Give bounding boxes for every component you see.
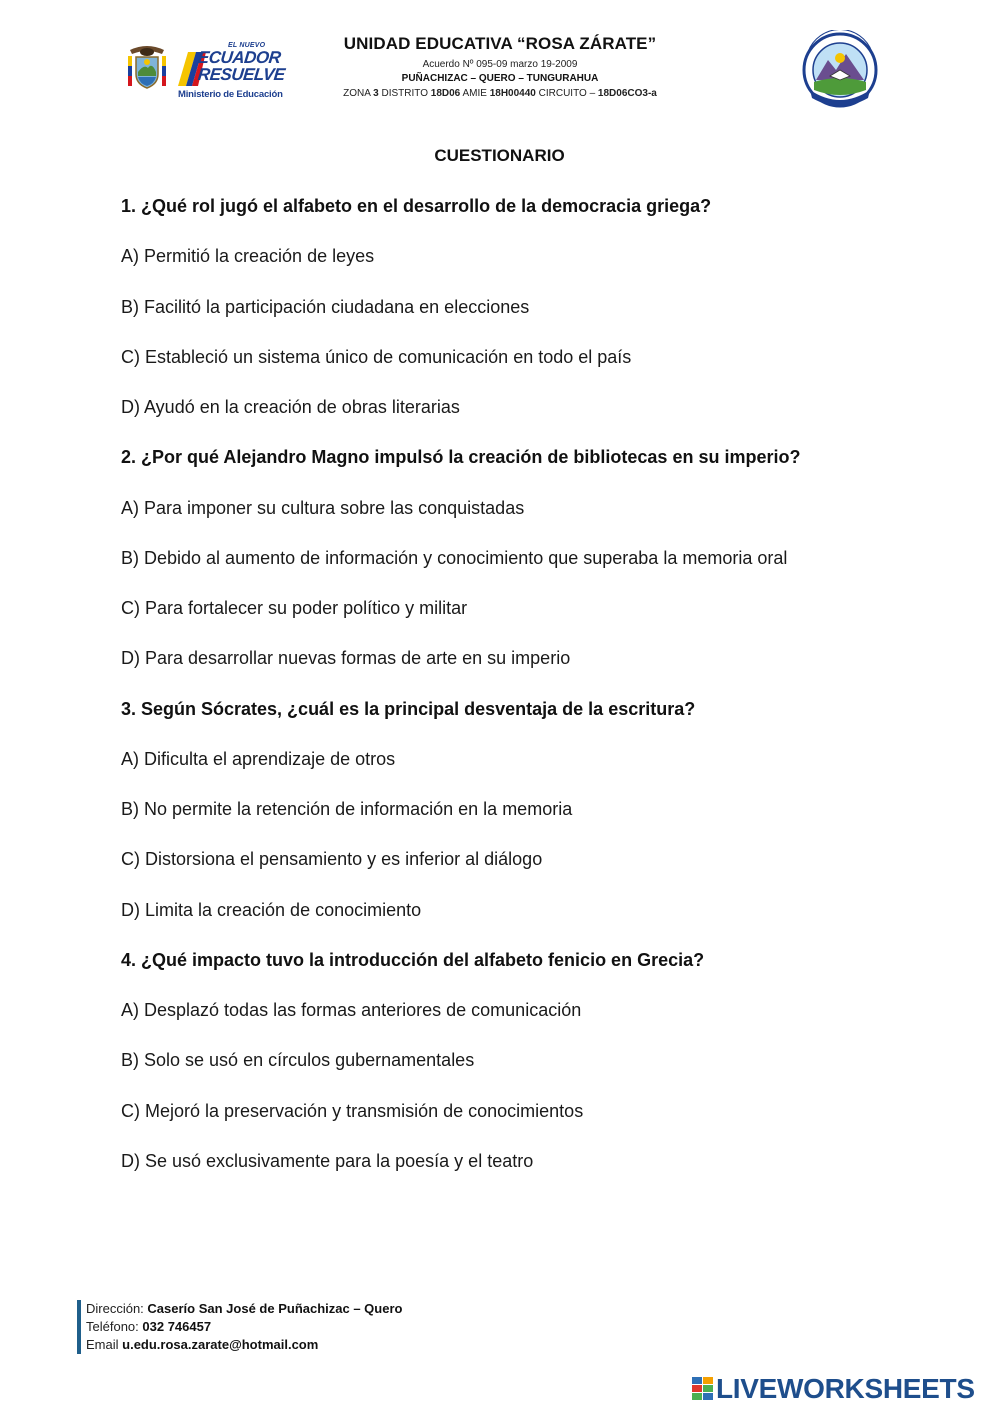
amie-value: 18H00440 (489, 88, 536, 99)
question-3-option-c: C) Distorsiona el pensamiento y es inferior al diálogo (121, 849, 543, 870)
zone-value: 3 (373, 88, 379, 99)
district-label: DISTRITO (381, 88, 428, 99)
contact-footer (77, 1300, 402, 1354)
question-1-option-c: C) Estableció un sistema único de comunicación en todo el país (121, 346, 632, 367)
footer-phone (86, 1318, 402, 1336)
location-line: PUÑACHIZAC – QUERO – TUNGURAHUA (401, 73, 599, 84)
circuit-label: CIRCUITO – (538, 88, 596, 99)
liveworksheets-watermark[interactable] (692, 1374, 992, 1404)
circuit-value: 18D06CO3-a (597, 88, 657, 99)
phone-label: Teléfono: (86, 1319, 139, 1334)
question-4-option-c: C) Mejoró la preservación y transmisión de conocimientos (121, 1100, 584, 1121)
question-2-option-d: D) Para desarrollar nuevas formas de arte en su imperio (121, 648, 571, 669)
email-label: Email (86, 1337, 119, 1352)
question-1-option-b: B) Facilitó la participación ciudadana en elecciones (121, 296, 530, 317)
ministry-of-education-logo (176, 42, 288, 102)
footer-address (86, 1300, 402, 1318)
address-value: Caserío San José de Puñachizac – Quero (147, 1301, 403, 1316)
ministry-brand-line2: RESUELVE (197, 65, 286, 84)
question-block-2 (121, 445, 921, 696)
question-2: 2. ¿Por qué Alejandro Magno impulsó la creación de bibliotecas en su imperio? (121, 447, 801, 468)
document-header (0, 0, 999, 125)
ministry-name: Ministerio de Educación (178, 89, 283, 100)
school-name: UNIDAD EDUCATIVA “ROSA ZÁRATE” (343, 34, 657, 53)
ministry-brand-top: EL NUEVO (228, 42, 266, 49)
question-2-option-c: C) Para fortalecer su poder político y militar (121, 598, 468, 618)
email-value[interactable]: u.edu.rosa.zarate@hotmail.com (122, 1337, 319, 1352)
question-4: 4. ¿Qué impacto tuvo la introducción del alfabeto fenicio en Grecia? (121, 949, 705, 970)
school-info (300, 34, 700, 99)
question-4-option-a: A) Desplazó todas las formas anteriores de comunicación (121, 1000, 582, 1020)
ecuador-coat-of-arms-icon (126, 44, 168, 90)
zone-label: ZONA (343, 88, 371, 99)
questionnaire (121, 194, 921, 1199)
amie-label: AMIE (462, 88, 487, 99)
question-3-option-d: D) Limita la creación de conocimiento (121, 899, 422, 920)
school-seal-icon (800, 30, 880, 116)
agreement-line: Acuerdo Nº 095-09 marzo 19-2009 (422, 59, 578, 70)
question-1: 1. ¿Qué rol jugó el alfabeto en el desarrollo de la democracia griega? (121, 196, 712, 216)
question-3-option-a: A) Dificulta el aprendizaje de otros (121, 748, 396, 769)
district-value: 18D06 (430, 88, 461, 99)
liveworksheets-text: LIVEWORKSHEETS (716, 1373, 975, 1404)
ministry-brand-line1: ECUADOR (197, 48, 282, 67)
question-3-option-b: B) No permite la retención de información en la memoria (121, 799, 573, 819)
question-4-option-b: B) Solo se usó en círculos gubernamentales (121, 1050, 475, 1071)
question-2-option-b: B) Debido al aumento de información y conocimiento que superaba la memoria oral (121, 547, 788, 568)
page-title: CUESTIONARIO (434, 146, 565, 165)
question-3: 3. Según Sócrates, ¿cuál es la principal desventaja de la escritura? (121, 698, 696, 719)
question-1-option-a: A) Permitió la creación de leyes (121, 246, 375, 267)
liveworksheets-cubes-icon (692, 1377, 714, 1401)
phone-value: 032 746457 (142, 1319, 212, 1334)
question-1-option-d: D) Ayudó en la creación de obras literarias (121, 397, 460, 417)
question-block-4 (121, 948, 921, 1199)
question-2-option-a: A) Para imponer su cultura sobre las conquistadas (121, 497, 525, 518)
footer-email (86, 1336, 402, 1354)
zone-line (300, 88, 700, 99)
question-block-3 (121, 697, 921, 948)
question-block-1 (121, 194, 921, 445)
address-label: Dirección: (86, 1301, 144, 1316)
question-4-option-d: D) Se usó exclusivamente para la poesía y el teatro (121, 1150, 534, 1171)
